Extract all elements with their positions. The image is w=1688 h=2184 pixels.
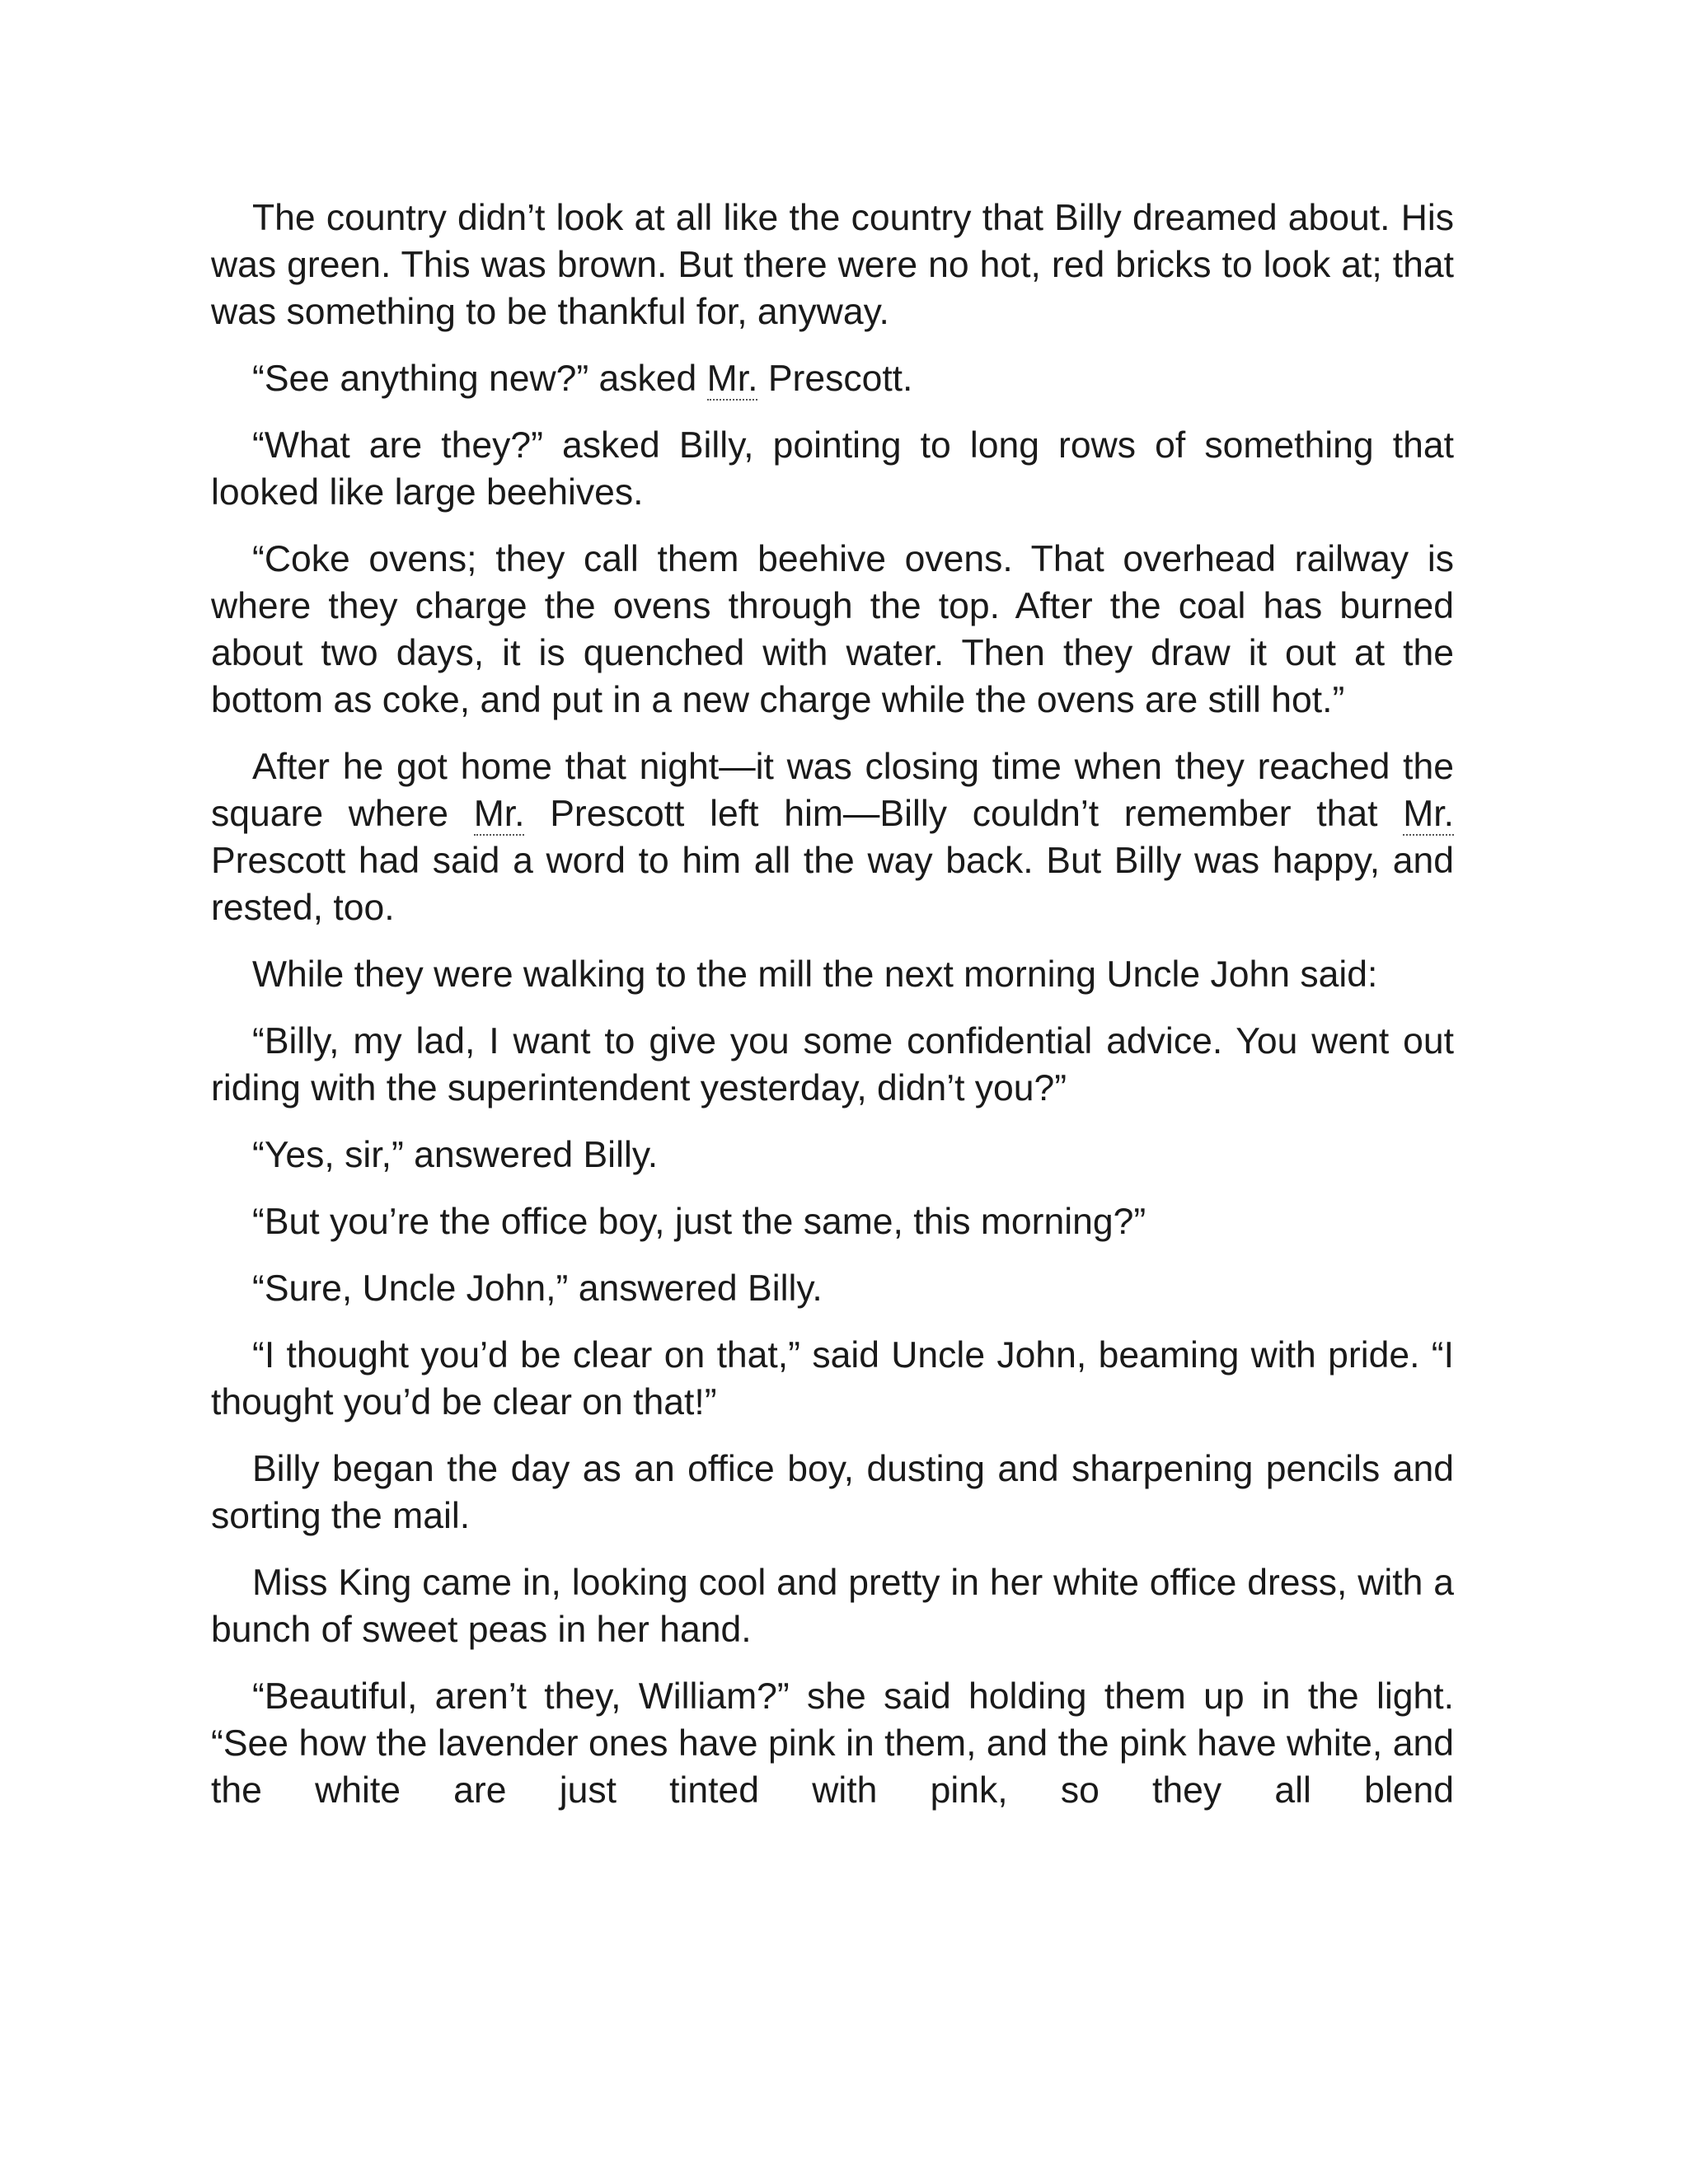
paragraph: “Sure, Uncle John,” answered Billy. (252, 1268, 823, 1309)
paragraph-text: After he got home that night—it was closing time when they reached the square where (211, 747, 1454, 834)
paragraph: “Coke ovens; they call them beehive ovens. That overhead railway is where they charge the ovens through the top. After the coal has burned about two days, it is quenched with water. Then they draw it out at the bottom as coke, and put in a new charge while the ovens are still hot.” (211, 539, 1454, 720)
paragraph-text: Prescott had said a word to him all the way back. But Billy was happy, and rested, too. (211, 841, 1454, 928)
paragraph: “Beautiful, aren’t they, William?” she said holding them up in the light. “See how the lavender ones have pink in them, and the pink have white, and the white are just tinted with pink, so they all blend (211, 1676, 1454, 1811)
paragraph: Billy began the day as an office boy, dusting and sharpening pencils and sorting the mail. (211, 1449, 1454, 1536)
paragraph: While they were walking to the mill the next morning Uncle John said: (252, 954, 1378, 995)
paragraph: “What are they?” asked Billy, pointing to long rows of something that looked like large beehives. (211, 425, 1454, 513)
paragraph: Miss King came in, looking cool and pretty in her white office dress, with a bunch of sweet peas in her hand. (211, 1563, 1454, 1650)
paragraph-text: Prescott left him—Billy couldn’t remember that (524, 794, 1404, 834)
abbreviation: Mr. (706, 359, 758, 399)
abbreviation: Mr. (1403, 794, 1454, 834)
paragraph (211, 355, 1454, 402)
paragraph: “But you’re the office boy, just the same, this morning?” (252, 1202, 1146, 1242)
paragraph-text: “See anything new?” asked (252, 359, 707, 399)
abbreviation: Mr. (473, 794, 525, 834)
paragraph: “Yes, sir,” answered Billy. (252, 1135, 659, 1175)
paragraph: The country didn’t look at all like the country that Billy dreamed about. His was green. This was brown. But there were no hot, red bricks to look at; that was something to be thankful for, anyway. (211, 198, 1454, 332)
paragraph-text: Prescott. (757, 359, 913, 399)
paragraph: “Billy, my lad, I want to give you some confidential advice. You went out riding with the superintendent yesterday, didn’t you?” (211, 1021, 1454, 1108)
paragraph (211, 743, 1454, 931)
paragraph: “I thought you’d be clear on that,” said Uncle John, beaming with pride. “I thought you’d be clear on that!” (211, 1335, 1454, 1422)
page-body-text (211, 194, 1454, 1814)
